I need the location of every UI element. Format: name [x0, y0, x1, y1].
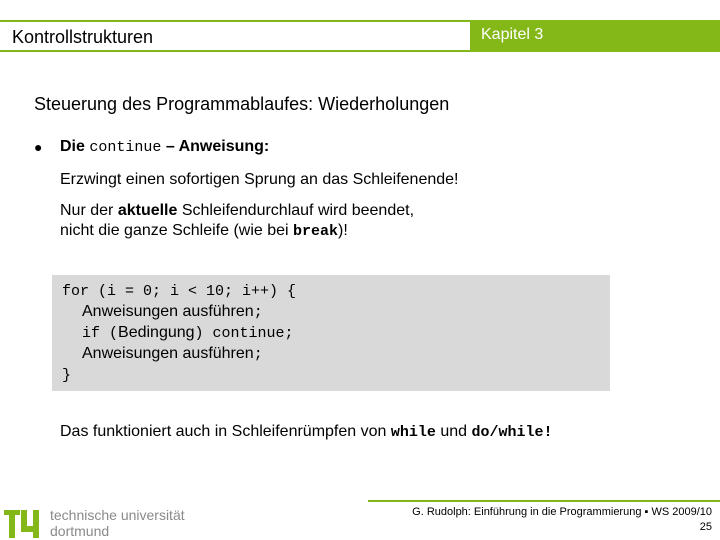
paragraph-jump: Erzwingt einen sofortigen Sprung an das Schleifenende!: [60, 171, 459, 188]
code-semicolon: ;: [253, 304, 263, 321]
paragraph-current-bold: aktuelle: [117, 202, 178, 219]
code-continue-stmt: ) continue;: [194, 325, 294, 342]
header-title: Kontrollstrukturen: [12, 27, 154, 47]
bullet-suffix: – Anweisung:: [165, 138, 270, 155]
paragraph-current: [60, 202, 414, 220]
paragraph-current-after: Schleifendurchlauf wird beendet,: [181, 202, 415, 219]
footer-credit: G. Rudolph: Einführung in die Programmierung ▪ WS 2009/10: [412, 506, 712, 518]
code-semicolon: ;: [253, 346, 263, 363]
paragraph-not-whole: [60, 222, 348, 240]
continue-keyword: continue: [89, 139, 162, 156]
code-statement-text: Anweisungen ausführen: [82, 345, 254, 362]
tu-logo-icon: [4, 510, 39, 538]
header-title-bar: [0, 20, 470, 52]
code-block: [52, 275, 610, 391]
paragraph-current-before: Nur der: [60, 202, 114, 219]
page-number: 25: [699, 521, 712, 533]
paragraph-not-whole-end: )!: [338, 222, 348, 239]
code-closing-brace: }: [62, 367, 72, 384]
closing-paragraph: [60, 423, 553, 441]
closing-text: Das funktioniert auch in Schleifenrümpfen von: [60, 423, 387, 440]
code-for-header: for (i = 0; i < 10; i++) {: [62, 283, 297, 300]
code-statement-text: Anweisungen ausführen: [82, 303, 254, 320]
code-line-for: [62, 282, 296, 300]
chapter-label: Kapitel 3: [481, 26, 544, 43]
bullet-line: [60, 138, 269, 156]
slide-heading: Steuerung des Programmablaufes: Wiederholungen: [34, 94, 450, 114]
code-condition-text: Bedingung: [118, 324, 195, 341]
logo-text-line2: dortmund: [50, 523, 110, 539]
break-keyword: break: [293, 223, 339, 240]
code-if-keyword: if (: [82, 325, 119, 342]
footer-divider: [368, 500, 720, 502]
code-line-statement-2: [82, 345, 263, 363]
logo-text-line1: technische universität: [50, 507, 185, 523]
code-line-if: [82, 324, 294, 342]
paragraph-not-whole-text: nicht die ganze Schleife (wie bei: [60, 222, 289, 239]
code-line-close: [62, 366, 71, 384]
closing-and: und: [440, 423, 468, 440]
code-line-statement-1: [82, 303, 263, 321]
chapter-banner: [470, 20, 720, 52]
do-while-keyword: do/while!: [471, 424, 553, 441]
bullet-marker: ●: [34, 139, 43, 155]
bullet-prefix: Die: [60, 138, 85, 155]
while-keyword: while: [390, 424, 436, 441]
